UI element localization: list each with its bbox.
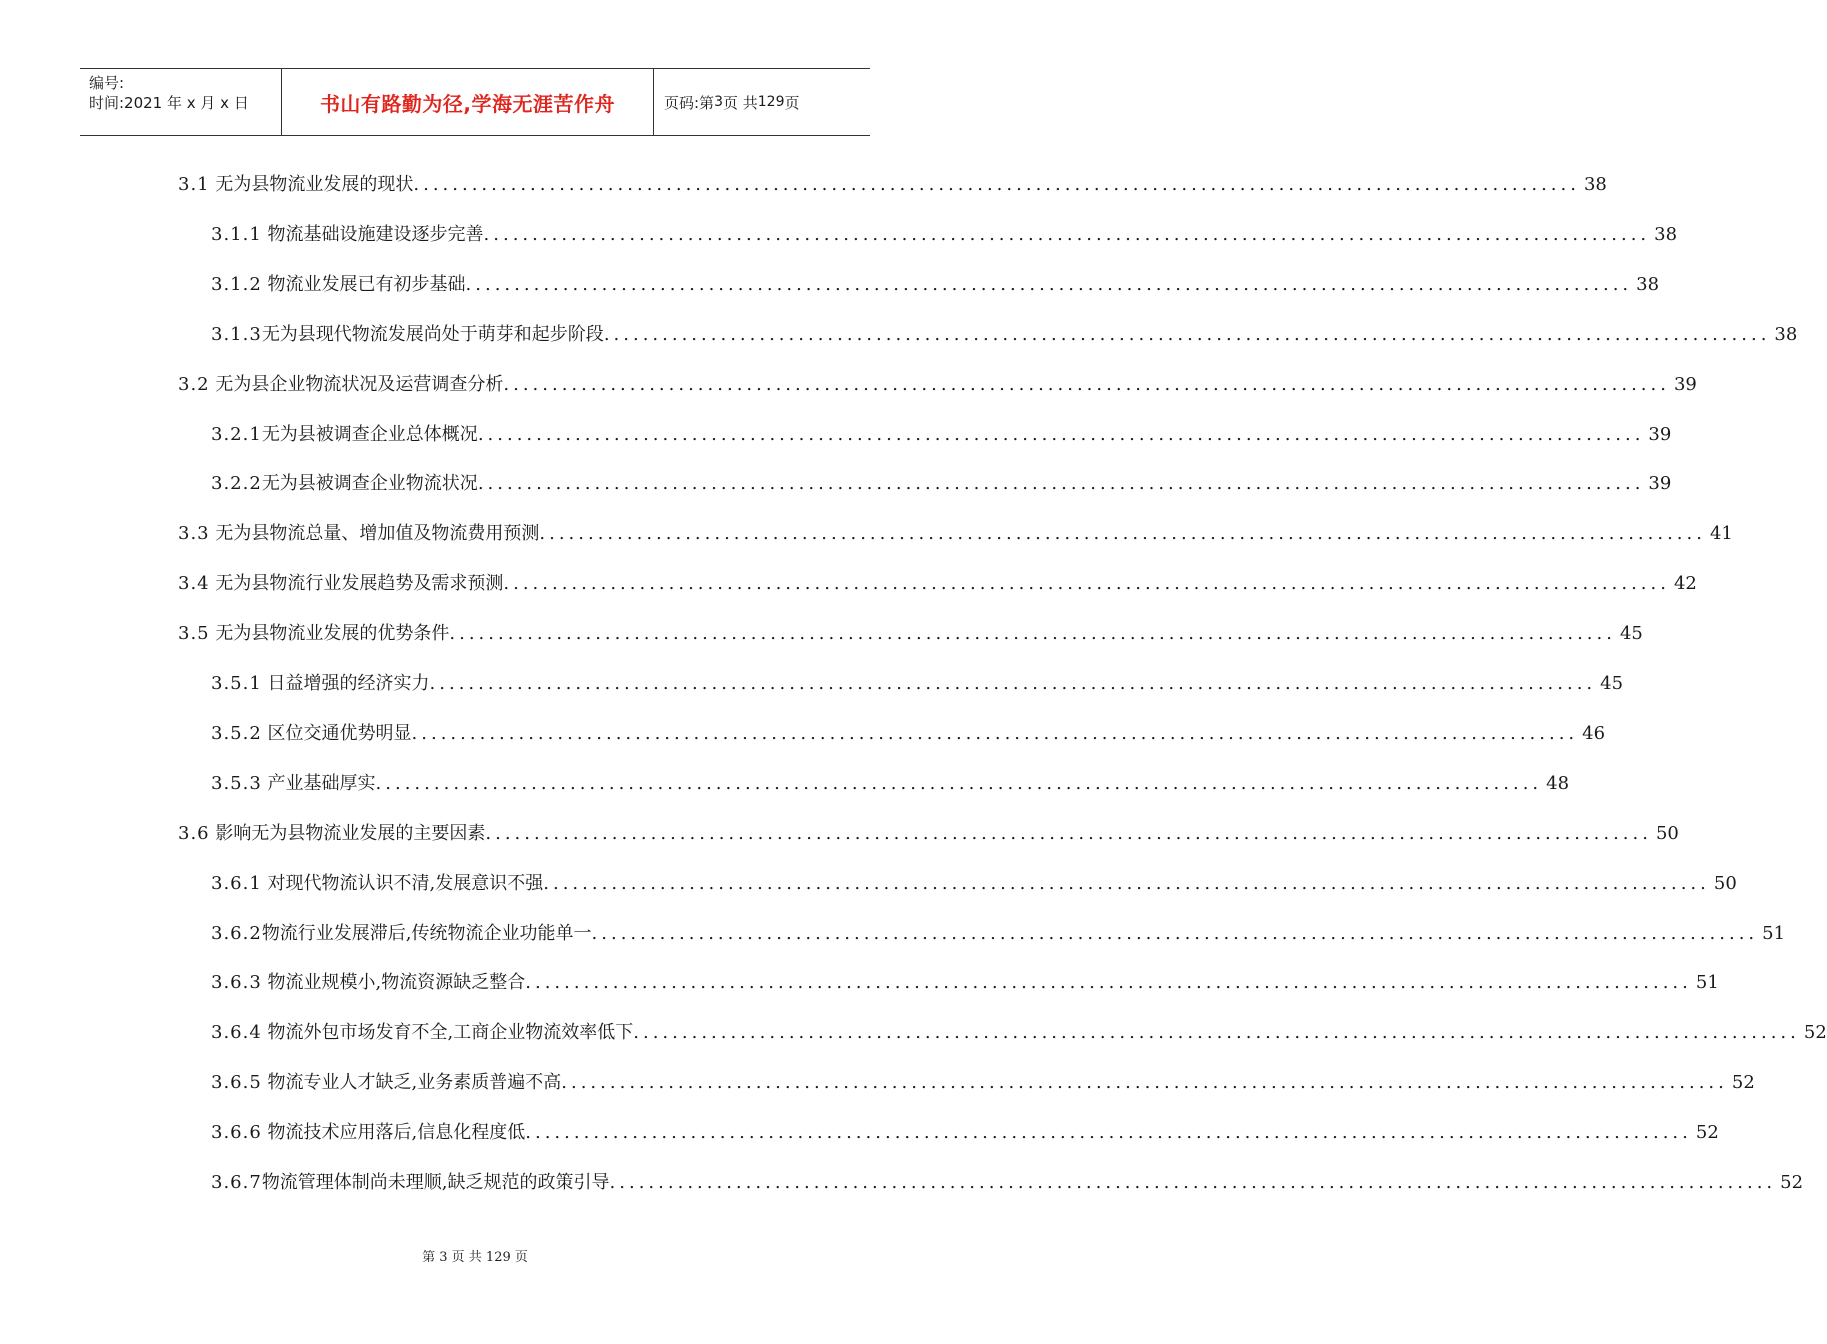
toc-entry[interactable] [211,270,1660,300]
toc-entry-number: 3.2.1 [211,423,262,445]
toc-entry-title: 物流管理体制尚未理顺,缺乏规范的政策引导 [261,1172,610,1193]
toc-leader-dots: ........................................................................................................................ [609,1172,1777,1193]
toc-entry-title: 无为县被调查企业总体概况 [261,423,478,445]
toc-entry-title: 物流专业人才缺乏,业务素质普遍不高 [261,1072,562,1094]
toc-leader-dots: ........................................................................................................................ [633,1022,1800,1044]
toc-leader-dots: ........................................................................................................................ [543,872,1710,894]
toc-entry-title: 物流基础设施建设逐步完善 [261,223,484,245]
toc-entry-title: 物流业发展已有初步基础 [261,273,466,295]
toc-entry-number: 3.1.2 [211,273,262,295]
toc-entry-page: 52 [1731,1072,1755,1094]
toc-entry-title: 无为县物流总量、增加值及物流费用预测 [209,523,540,545]
toc-entry-page: 38 [1636,273,1660,295]
toc-entry[interactable] [211,769,1570,799]
page-suffix: 页 [784,93,800,112]
toc-leader-dots: ........................................................................................................................ [503,573,1670,595]
toc-leader-dots: ........................................................................................................................ [375,772,1543,794]
toc-entry-number: 3.6.1 [211,872,262,894]
toc-leader-dots: ........................................................................................................................ [603,323,1771,345]
toc-entry-number: 3.1 [178,174,210,195]
header-motto: 书山有路勤为径,学海无涯苦作舟 [282,69,654,135]
toc-entry-number: 3.6.6 [211,1122,262,1144]
toc-entry-title: 无为县企业物流状况及运营调查分析 [209,373,504,395]
toc-entry-page: 45 [1619,623,1643,645]
toc-entry-number: 3.6.3 [211,972,262,994]
toc-entry-number: 3.6.2 [211,922,262,944]
page-prefix: 页码:第 [664,93,715,112]
toc-entry[interactable] [211,469,1672,499]
toc-entry[interactable] [211,1068,1755,1098]
toc-entry-title: 物流业规模小,物流资源缺乏整合 [261,972,526,994]
header-meta [80,69,282,135]
toc-entry[interactable] [211,420,1672,450]
toc-entry-number: 3.5.2 [211,722,262,744]
toc-leader-dots: ........................................................................................................................ [539,523,1706,545]
toc-entry-title: 物流外包市场发育不全,工商企业物流效率低下 [261,1022,634,1044]
page-number: 3 [714,94,723,110]
toc-entry-page: 50 [1713,872,1737,894]
toc-entry-page: 42 [1673,573,1697,595]
toc-entry[interactable] [178,370,1697,400]
toc-leader-dots: ........................................................................................................................ [465,273,1633,295]
toc-entry-page: 48 [1546,772,1570,794]
toc-leader-dots: ........................................................................................................................ [591,922,1759,944]
toc-entry-number: 3.1.3 [211,323,262,345]
toc-entry-title: 区位交通优势明显 [261,722,412,744]
toc-leader-dots: ........................................................................................................................ [449,623,1616,645]
toc-entry-page: 52 [1695,1122,1719,1144]
toc-entry-title: 无为县被调查企业物流状况 [261,473,478,495]
toc-entry[interactable] [211,669,1624,699]
toc-entry[interactable] [178,819,1679,849]
toc-entry-number: 3.5 [178,623,210,645]
toc-entry-page: 52 [1780,1172,1804,1193]
toc-entry-page: 51 [1762,922,1786,944]
toc-leader-dots: ........................................................................................................................ [503,373,1670,395]
toc-entry[interactable] [178,619,1643,649]
toc-leader-dots: ........................................................................................................................ [413,174,1580,195]
toc-leader-dots: ........................................................................................................................ [483,223,1651,245]
toc-entry-number: 3.2.2 [211,473,262,495]
toc-entry-title: 日益增强的经济实力 [261,673,430,694]
toc-entry-title: 产业基础厚实 [261,772,376,794]
toc-entry-page: 39 [1648,473,1672,495]
toc-entry-number: 3.5.3 [211,772,262,794]
toc-leader-dots: ........................................................................................................................ [525,972,1692,994]
toc-entry[interactable] [211,320,1798,350]
toc-leader-dots: ........................................................................................................................ [485,822,1652,844]
page-total: 129 [757,94,785,110]
toc-leader-dots: ........................................................................................................................ [411,722,1579,744]
toc-entry-number: 3.1.1 [211,223,262,245]
toc-entry-title: 无为县物流行业发展趋势及需求预测 [209,573,504,595]
toc-entry[interactable] [211,919,1786,949]
number-label: 编号: [89,74,125,92]
toc-entry-title: 无为县物流业发展的现状 [209,174,414,195]
toc-entry[interactable] [211,1118,1719,1148]
toc-entry[interactable] [178,170,1607,200]
document-header [80,68,870,136]
toc-entry-page: 51 [1695,972,1719,994]
toc-entry-page: 39 [1673,373,1697,395]
toc-entry-number: 3.2 [178,373,210,395]
date-label: 时间:2021 年 x 月 x 日 [89,94,249,112]
toc-entry[interactable] [211,1168,1804,1198]
toc-entry-page: 41 [1709,523,1733,545]
page-footer: 第 3 页 共 129 页 [422,1250,528,1265]
toc-entry-page: 39 [1648,423,1672,445]
toc-leader-dots: ........................................................................................................................ [525,1122,1692,1144]
toc-entry-title: 无为县物流业发展的优势条件 [209,623,450,645]
toc-leader-dots: ........................................................................................................................ [561,1072,1728,1094]
toc-entry[interactable] [211,1018,1827,1048]
toc-entry-title: 物流技术应用落后,信息化程度低 [261,1122,526,1144]
toc-entry-number: 3.6.5 [211,1072,262,1094]
toc-entry-number: 3.6.7 [211,1172,262,1193]
toc-entry[interactable] [178,569,1697,599]
toc-entry-page: 50 [1655,822,1679,844]
toc-entry[interactable] [211,719,1606,749]
page-mid: 页 共 [722,93,758,112]
toc-entry[interactable] [211,968,1719,998]
toc-entry-page: 46 [1582,722,1606,744]
toc-entry-page: 38 [1774,323,1798,345]
toc-entry-number: 3.6 [178,822,210,844]
toc-entry-page: 38 [1654,223,1678,245]
toc-entry-title: 对现代物流认识不清,发展意识不强 [261,872,544,894]
toc-entry-title: 无为县现代物流发展尚处于萌芽和起步阶段 [261,323,604,345]
toc-entry-number: 3.5.1 [211,673,262,694]
toc-entry-number: 3.4 [178,573,210,595]
toc-entry[interactable] [178,519,1733,549]
toc-entry-page: 38 [1583,174,1607,195]
toc-entry-title: 影响无为县物流业发展的主要因素 [209,822,486,844]
toc-leader-dots: ........................................................................................................................ [429,673,1597,694]
toc-leader-dots: ........................................................................................................................ [477,473,1645,495]
toc-leader-dots: ........................................................................................................................ [477,423,1645,445]
toc-entry-page: 45 [1600,673,1624,694]
toc-entry-number: 3.3 [178,523,210,545]
toc-entry-title: 物流行业发展滞后,传统物流企业功能单一 [261,922,592,944]
toc-entry-number: 3.6.4 [211,1022,262,1044]
toc-entry-page: 52 [1803,1022,1827,1044]
header-page-info [654,69,870,135]
toc-entry[interactable] [211,869,1737,899]
toc-entry[interactable] [211,220,1678,250]
